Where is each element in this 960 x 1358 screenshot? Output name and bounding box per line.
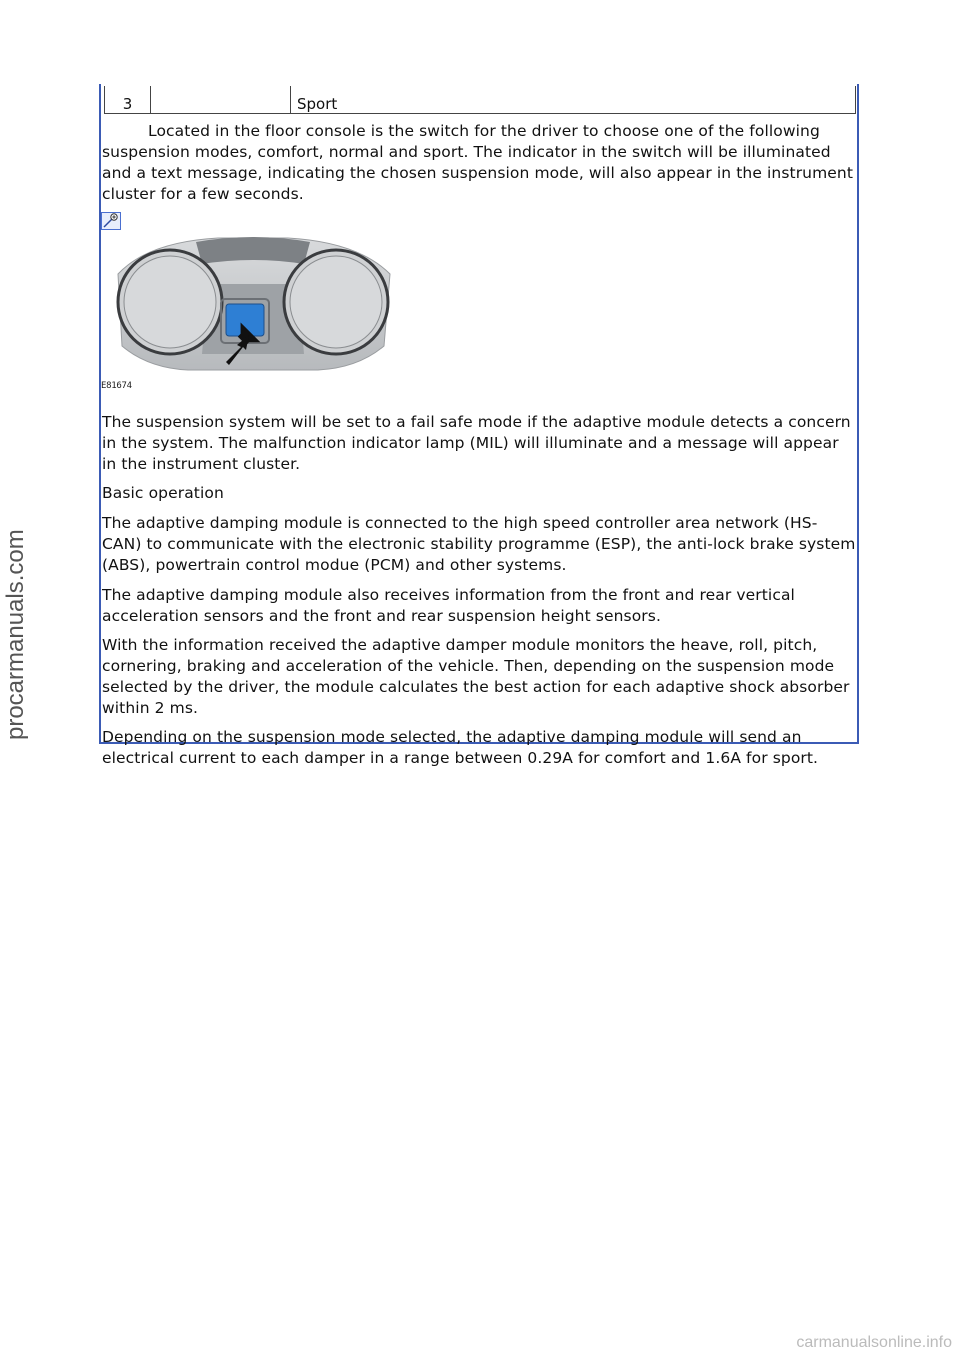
watermark-side: procarmanuals.com: [2, 529, 29, 740]
heading-basic-operation: Basic operation: [102, 484, 224, 502]
zoom-in-icon[interactable]: [101, 212, 121, 230]
paragraph-monitoring: With the information received the adaptive damper module monitors the heave, roll, pitch, cornering, braking and acceleration of the vehicle. Then, depending on the suspension mode selected by the driver, the module calculates the best action for each adaptive shock absorber within 2 ms.: [102, 636, 850, 717]
paragraph-hs-can: The adaptive damping module is connected to the high speed controller area network (HS-CAN) to communicate with the electronic stability programme (ESP), the anti-lock brake system (ABS), powertrain control modue (PCM) and other systems.: [102, 514, 856, 574]
instrument-cluster-illustration: [108, 234, 398, 374]
row-number: 3: [104, 86, 150, 114]
paragraph-current-range: Depending on the suspension mode selected, the adaptive damping module will send an electrical current to each damper in a range between 0.29A for comfort and 1.6A for sport.: [102, 728, 819, 767]
row-label: Sport: [290, 86, 856, 114]
paragraph-fail-safe: The suspension system will be set to a fail safe mode if the adaptive module detects a concern in the system. The malfunction indicator lamp (MIL) will illuminate and a message will appear in the instrument cluster.: [102, 413, 851, 473]
watermark-bottom: carmanualsonline.info: [796, 1334, 952, 1351]
paragraph-sensors: The adaptive damping module also receives information from the front and rear vertical acceleration sensors and the front and rear suspension height sensors.: [102, 586, 795, 625]
paragraph-switch-location: Located in the floor console is the switch for the driver to choose one of the following suspension modes, comfort, normal and sport. The indicator in the switch will be illuminated and a text message, indicating the chosen suspension mode, will also appear in the instrument cluster for a few seconds.: [102, 122, 854, 203]
table-row: [104, 86, 856, 116]
figure-label: E81674: [101, 381, 132, 391]
row-empty-cell: [150, 86, 290, 114]
